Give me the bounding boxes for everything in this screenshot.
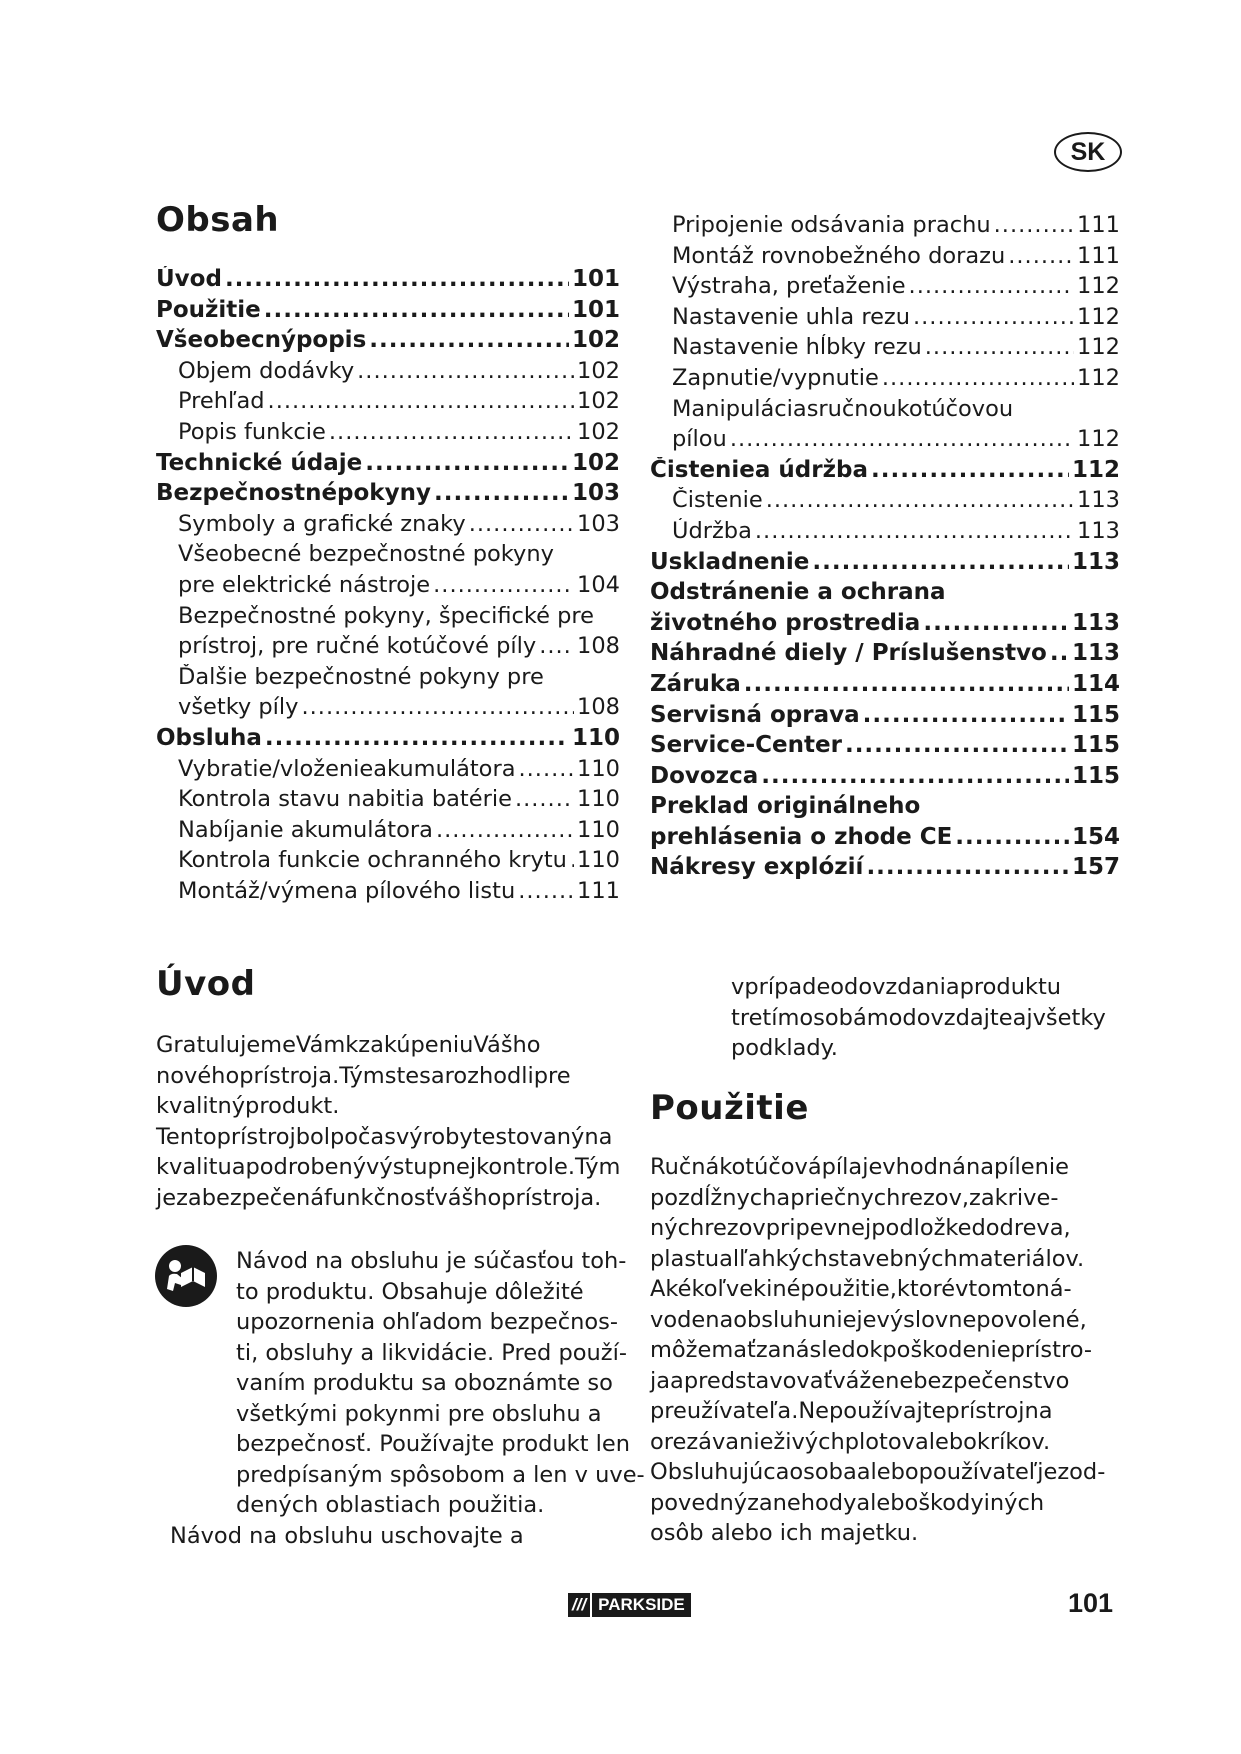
toc-entry bbox=[650, 640, 1120, 671]
toc-entry-page: 112 bbox=[1077, 334, 1120, 361]
toc-entry bbox=[156, 878, 620, 909]
toc-leader-dots bbox=[766, 487, 1074, 513]
toc-entry-page: 110 bbox=[577, 847, 620, 874]
text-line: osôb alebo ich majetku. bbox=[650, 1520, 919, 1546]
toc-entry-label: Bezpečnostné pokyny, špecifické pre bbox=[178, 602, 594, 629]
uvod-section bbox=[156, 964, 626, 1213]
toc-entry-page: 111 bbox=[1077, 242, 1120, 269]
toc-entry-page: 102 bbox=[571, 449, 620, 476]
toc-entry-label: prístroj, pre ručné kotúčové píly bbox=[178, 633, 537, 660]
toc-leader-dots bbox=[302, 694, 575, 720]
toc-entry-label: Pripojenie odsávania prachu bbox=[672, 212, 991, 238]
language-badge: SK bbox=[1054, 132, 1122, 172]
toc-entry-page: 102 bbox=[577, 357, 620, 384]
toc-entry bbox=[156, 603, 620, 634]
toc-entry-label: Kontrola stavu nabitia batérie bbox=[178, 786, 512, 813]
toc-leader-dots bbox=[268, 388, 575, 414]
text-line: ti, obsluhy a likvidácie. Pred použí- bbox=[236, 1339, 627, 1366]
toc-title: Obsah bbox=[156, 200, 280, 240]
toc-entry-label: Ďalšie bezpečnostné pokyny pre bbox=[178, 663, 544, 690]
text-line: Ručnákotúčovápílajevhodnánapílenie bbox=[650, 1154, 1069, 1180]
uvod-after-note bbox=[170, 1521, 630, 1552]
toc-entry bbox=[650, 518, 1120, 549]
toc-entry bbox=[156, 817, 620, 848]
toc-entry-page: 110 bbox=[577, 816, 620, 843]
toc-entry bbox=[156, 358, 620, 389]
toc-entry-page: 110 bbox=[571, 724, 620, 751]
toc-entry bbox=[156, 847, 620, 878]
text-line: predpísaným spôsobom a len v uve- bbox=[236, 1461, 645, 1488]
toc-entry bbox=[156, 388, 620, 419]
toc-entry-page: 113 bbox=[1077, 517, 1120, 544]
toc-leader-dots bbox=[329, 419, 574, 445]
uvod-continued bbox=[731, 972, 1131, 1064]
toc-entry-label: Servisná oprava bbox=[650, 701, 860, 728]
logo-brand: PARKSIDE bbox=[590, 1593, 691, 1617]
toc-entry-label: Technické údaje bbox=[156, 449, 363, 476]
toc-entry-page: 110 bbox=[577, 786, 620, 813]
text-line: upozornenia ohľadom bezpečnos- bbox=[236, 1309, 618, 1335]
toc-entry bbox=[650, 304, 1120, 335]
toc-leader-dots bbox=[436, 817, 574, 843]
page-number: 101 bbox=[1068, 1588, 1114, 1618]
toc-entry-page: 112 bbox=[1077, 364, 1120, 391]
text-line: plastualľahkýchstavebnýchmateriálov. bbox=[650, 1245, 1085, 1272]
toc-entry-label: Bezpečnostnépokyny bbox=[156, 480, 431, 507]
text-line: môžemaťzanásledokpoškodenieprístro- bbox=[650, 1337, 1093, 1363]
toc-entry-label: Dovozca bbox=[650, 762, 759, 789]
toc-entry bbox=[156, 572, 620, 603]
toc-entry-label: Prehľad bbox=[178, 388, 265, 415]
toc-entry-page: 113 bbox=[1071, 609, 1120, 636]
text-line: všetkými pokynmi pre obsluhu a bbox=[236, 1400, 602, 1427]
toc-entry-label: Popis funkcie bbox=[178, 418, 326, 445]
toc-entry-label: životného prostredia bbox=[650, 609, 921, 636]
toc-entry-page: 103 bbox=[577, 510, 620, 537]
toc-entry-page: 110 bbox=[577, 755, 620, 782]
toc-entry-label: Odstránenie a ochrana bbox=[650, 579, 946, 606]
toc-entry-page: 101 bbox=[571, 296, 620, 323]
toc-entry bbox=[156, 786, 620, 817]
toc-entry bbox=[650, 793, 1120, 824]
uvod-continued-text bbox=[731, 972, 1131, 1064]
toc-entry bbox=[650, 396, 1120, 427]
toc-entry-label: Vybratie/vloženieakumulátora bbox=[178, 755, 516, 782]
toc-entry bbox=[156, 633, 620, 664]
toc-entry bbox=[156, 480, 620, 511]
toc-entry bbox=[156, 511, 620, 542]
toc-entry bbox=[650, 763, 1120, 794]
text-line: jezabezpečenáfunkčnosťvášhoprístroja. bbox=[156, 1184, 602, 1211]
uvod-note bbox=[236, 1246, 645, 1521]
toc-entry-page: 108 bbox=[577, 694, 620, 721]
text-line: Obsluhujúcaosobaalebopoužívateľjezod- bbox=[650, 1459, 1106, 1485]
text-line: orezávaniеživýchplotovalebokríkov. bbox=[650, 1428, 1051, 1455]
text-line: GratulujemeVámkzakúpeniuVášho bbox=[156, 1032, 541, 1058]
toc-entry-page: 111 bbox=[577, 877, 620, 904]
parkside-logo bbox=[568, 1593, 691, 1617]
toc-entry-label: pílou bbox=[672, 426, 727, 453]
toc-entry bbox=[156, 327, 620, 358]
toc-leader-dots bbox=[515, 786, 574, 812]
toc-entry-page: 104 bbox=[577, 571, 620, 598]
toc-leader-dots bbox=[570, 847, 574, 873]
toc-entry bbox=[650, 671, 1120, 702]
text-line: vprípadeodovzdaniaproduktu bbox=[731, 974, 1062, 1000]
toc-leader-dots bbox=[866, 854, 1069, 880]
toc-leader-dots bbox=[225, 266, 569, 292]
pouzitie-title: Použitie bbox=[650, 1088, 809, 1128]
pouzitie-section bbox=[650, 1088, 1130, 1549]
toc-leader-dots bbox=[755, 518, 1074, 544]
toc-entry-label: Nastavenie uhla rezu bbox=[672, 303, 910, 330]
toc-entry-page: 114 bbox=[1071, 670, 1120, 697]
toc-entry bbox=[650, 426, 1120, 457]
toc-entry-label: Všeobecné bezpečnostné pokyny bbox=[178, 541, 554, 568]
logo-stripes: /// bbox=[568, 1593, 590, 1617]
toc-leader-dots bbox=[923, 610, 1069, 636]
toc-entry bbox=[650, 702, 1120, 733]
toc-leader-dots bbox=[845, 732, 1069, 758]
pouzitie-text bbox=[650, 1152, 1130, 1549]
text-line: pozdĺžnychapriečnychrezov,zakrive- bbox=[650, 1184, 1059, 1211]
toc-leader-dots bbox=[994, 212, 1074, 238]
toc-entry-label: Záruka bbox=[650, 670, 741, 697]
toc-entry bbox=[156, 297, 620, 328]
toc-entry-label: pre elektrické nástroje bbox=[178, 571, 431, 598]
toc-entry-label: všetky píly bbox=[178, 694, 299, 721]
toc-entry bbox=[650, 610, 1120, 641]
toc-entry bbox=[650, 334, 1120, 365]
toc-entry bbox=[650, 243, 1120, 274]
toc-leader-dots bbox=[518, 878, 574, 904]
text-line: jaapredstavovaťváženebezpečenstvo bbox=[650, 1367, 1070, 1394]
toc-entry-label: Symboly a grafické znaky bbox=[178, 510, 466, 537]
text-line: kvalitnýprodukt. bbox=[156, 1093, 340, 1119]
toc-leader-dots bbox=[882, 365, 1074, 391]
toc-leader-dots bbox=[1050, 640, 1069, 666]
toc-entry-label: Kontrola funkcie ochranného krytu bbox=[178, 847, 567, 874]
toc-leader-dots bbox=[434, 480, 569, 506]
toc-entry-label: Montáž/výmena pílového listu bbox=[178, 877, 516, 904]
uvod-intro bbox=[156, 1030, 626, 1213]
toc-leader-dots bbox=[913, 304, 1074, 330]
toc-entry-label: Čistenie bbox=[672, 487, 763, 514]
toc-leader-dots bbox=[539, 633, 574, 659]
toc-entry bbox=[650, 579, 1120, 610]
toc-entry-label: Údržba bbox=[672, 517, 752, 544]
text-line: kvalituapodrobenývýstupnejkontrole.Tým bbox=[156, 1154, 621, 1180]
toc-leader-dots bbox=[365, 450, 569, 476]
toc-leader-dots bbox=[744, 671, 1069, 697]
toc-entry-label: Montáž rovnobežného dorazu bbox=[672, 242, 1006, 269]
toc-entry bbox=[156, 725, 620, 756]
text-line: dených oblastiach použitia. bbox=[236, 1492, 545, 1518]
uvod-after-note-text: Návod na obsluhu uschovajte a bbox=[170, 1523, 524, 1549]
toc-leader-dots bbox=[469, 511, 574, 537]
toc-entry-page: 108 bbox=[577, 633, 620, 660]
toc-entry bbox=[650, 212, 1120, 243]
toc-leader-dots bbox=[812, 549, 1069, 575]
toc-entry-label: prehlásenia o zhode CE bbox=[650, 823, 953, 850]
toc-entry bbox=[650, 732, 1120, 763]
toc-entry-label: Úvod bbox=[156, 266, 222, 292]
text-line: bezpečnosť. Používajte produkt len bbox=[236, 1431, 631, 1457]
toc-entry bbox=[650, 487, 1120, 518]
toc-leader-dots bbox=[519, 756, 575, 782]
toc-entry bbox=[650, 824, 1120, 855]
toc-entry bbox=[156, 694, 620, 725]
toc-leader-dots bbox=[357, 358, 574, 384]
toc-entry-page: 102 bbox=[571, 327, 620, 354]
toc-entry-page: 111 bbox=[1077, 212, 1120, 238]
toc-leader-dots bbox=[264, 297, 569, 323]
toc-entry bbox=[156, 419, 620, 450]
text-line: novéhoprístroja.Týmstesarozhodlipre bbox=[156, 1062, 571, 1089]
toc-left-list bbox=[156, 266, 620, 908]
toc-entry bbox=[156, 756, 620, 787]
toc-entry-label: Čisteniea údržba bbox=[650, 456, 868, 483]
toc-entry-label: Preklad originálneho bbox=[650, 793, 921, 820]
toc-leader-dots bbox=[265, 725, 569, 751]
toc-entry-page: 112 bbox=[1077, 426, 1120, 453]
text-line: vodenaobsluhuniejevýslovnepovolené, bbox=[650, 1306, 1087, 1333]
toc-entry-page: 115 bbox=[1071, 701, 1120, 728]
text-line: Návod na obsluhu je súčasťou toh- bbox=[236, 1248, 627, 1274]
toc-entry-page: 112 bbox=[1077, 303, 1120, 330]
toc-entry-page: 115 bbox=[1071, 732, 1120, 759]
toc-leader-dots bbox=[909, 273, 1075, 299]
text-line: Akékoľvekinépoužitie,ktorévtomtoná- bbox=[650, 1276, 1072, 1302]
toc-entry-label: Obsluha bbox=[156, 724, 262, 751]
toc-entry-page: 102 bbox=[577, 388, 620, 415]
toc-entry-label: Nabíjanie akumulátora bbox=[178, 816, 433, 843]
toc-entry-page: 102 bbox=[577, 418, 620, 445]
toc-right-list bbox=[650, 212, 1120, 885]
text-line: nýchrezovpripevnejpodložkedodreva, bbox=[650, 1215, 1071, 1241]
toc-entry-page: 157 bbox=[1071, 854, 1120, 881]
toc-leader-dots bbox=[871, 457, 1069, 483]
toc-entry bbox=[650, 457, 1120, 488]
uvod-note-text bbox=[236, 1246, 645, 1521]
toc-entry-page: 113 bbox=[1071, 548, 1120, 575]
toc-right-column bbox=[650, 212, 1120, 885]
toc-entry-label: Objem dodávky bbox=[178, 357, 355, 384]
toc-leader-dots bbox=[955, 824, 1069, 850]
toc-entry bbox=[156, 450, 620, 481]
toc-entry-page: 113 bbox=[1077, 487, 1120, 514]
toc-entry-label: Zapnutie/vypnutie bbox=[672, 364, 879, 391]
toc-leader-dots bbox=[730, 426, 1074, 452]
toc-leader-dots bbox=[761, 763, 1069, 789]
text-line: vaním produktu sa oboznámte so bbox=[236, 1370, 613, 1396]
text-line: Tentoprístrojbolpočasvýrobytestovanýna bbox=[156, 1123, 613, 1150]
toc-entry-page: 113 bbox=[1071, 640, 1120, 667]
toc-entry-label: Manipuláciasručnoukotúčovou bbox=[672, 395, 1014, 422]
toc-entry bbox=[650, 854, 1120, 885]
toc-entry bbox=[156, 664, 620, 695]
toc-entry-page: 101 bbox=[571, 266, 620, 292]
toc-entry-page: 115 bbox=[1071, 762, 1120, 789]
toc-leader-dots bbox=[1008, 243, 1074, 269]
toc-entry-page: 154 bbox=[1071, 823, 1120, 850]
toc-entry-label: Náhradné diely / Príslušenstvo bbox=[650, 640, 1047, 667]
text-line: preužívateľa.Nepoužívajteprístrojna bbox=[650, 1398, 1053, 1424]
toc-entry-label: Výstraha, preťaženie bbox=[672, 273, 906, 300]
text-line: povednýzanehodyaleboškodyiných bbox=[650, 1489, 1045, 1516]
toc-leader-dots bbox=[863, 702, 1069, 728]
toc-leader-dots bbox=[369, 327, 569, 353]
toc-entry-page: 103 bbox=[571, 480, 620, 507]
uvod-title: Úvod bbox=[156, 964, 256, 1004]
toc-entry-label: Nastavenie hĺbky rezu bbox=[672, 334, 922, 361]
toc-entry-label: Service-Center bbox=[650, 732, 842, 759]
toc-entry bbox=[156, 541, 620, 572]
toc-entry bbox=[650, 273, 1120, 304]
toc-entry-page: 112 bbox=[1071, 456, 1120, 483]
toc-entry-label: Nákresy explózií bbox=[650, 854, 864, 881]
toc-entry-label: Použitie bbox=[156, 296, 261, 323]
text-line: podklady. bbox=[731, 1035, 838, 1061]
toc-leader-dots bbox=[433, 572, 574, 598]
text-line: to produktu. Obsahuje dôležité bbox=[236, 1278, 584, 1305]
toc-entry-label: Všeobecnýpopis bbox=[156, 327, 367, 354]
read-manual-icon bbox=[155, 1245, 217, 1307]
text-line: tretímosobámodovzdajteajvšetky bbox=[731, 1004, 1106, 1031]
toc-entry-page: 112 bbox=[1077, 273, 1120, 300]
toc-leader-dots bbox=[925, 334, 1074, 360]
toc-left-column bbox=[156, 200, 620, 908]
toc-entry bbox=[156, 266, 620, 297]
toc-entry bbox=[650, 365, 1120, 396]
toc-entry bbox=[650, 549, 1120, 580]
toc-entry-label: Uskladnenie bbox=[650, 548, 810, 575]
